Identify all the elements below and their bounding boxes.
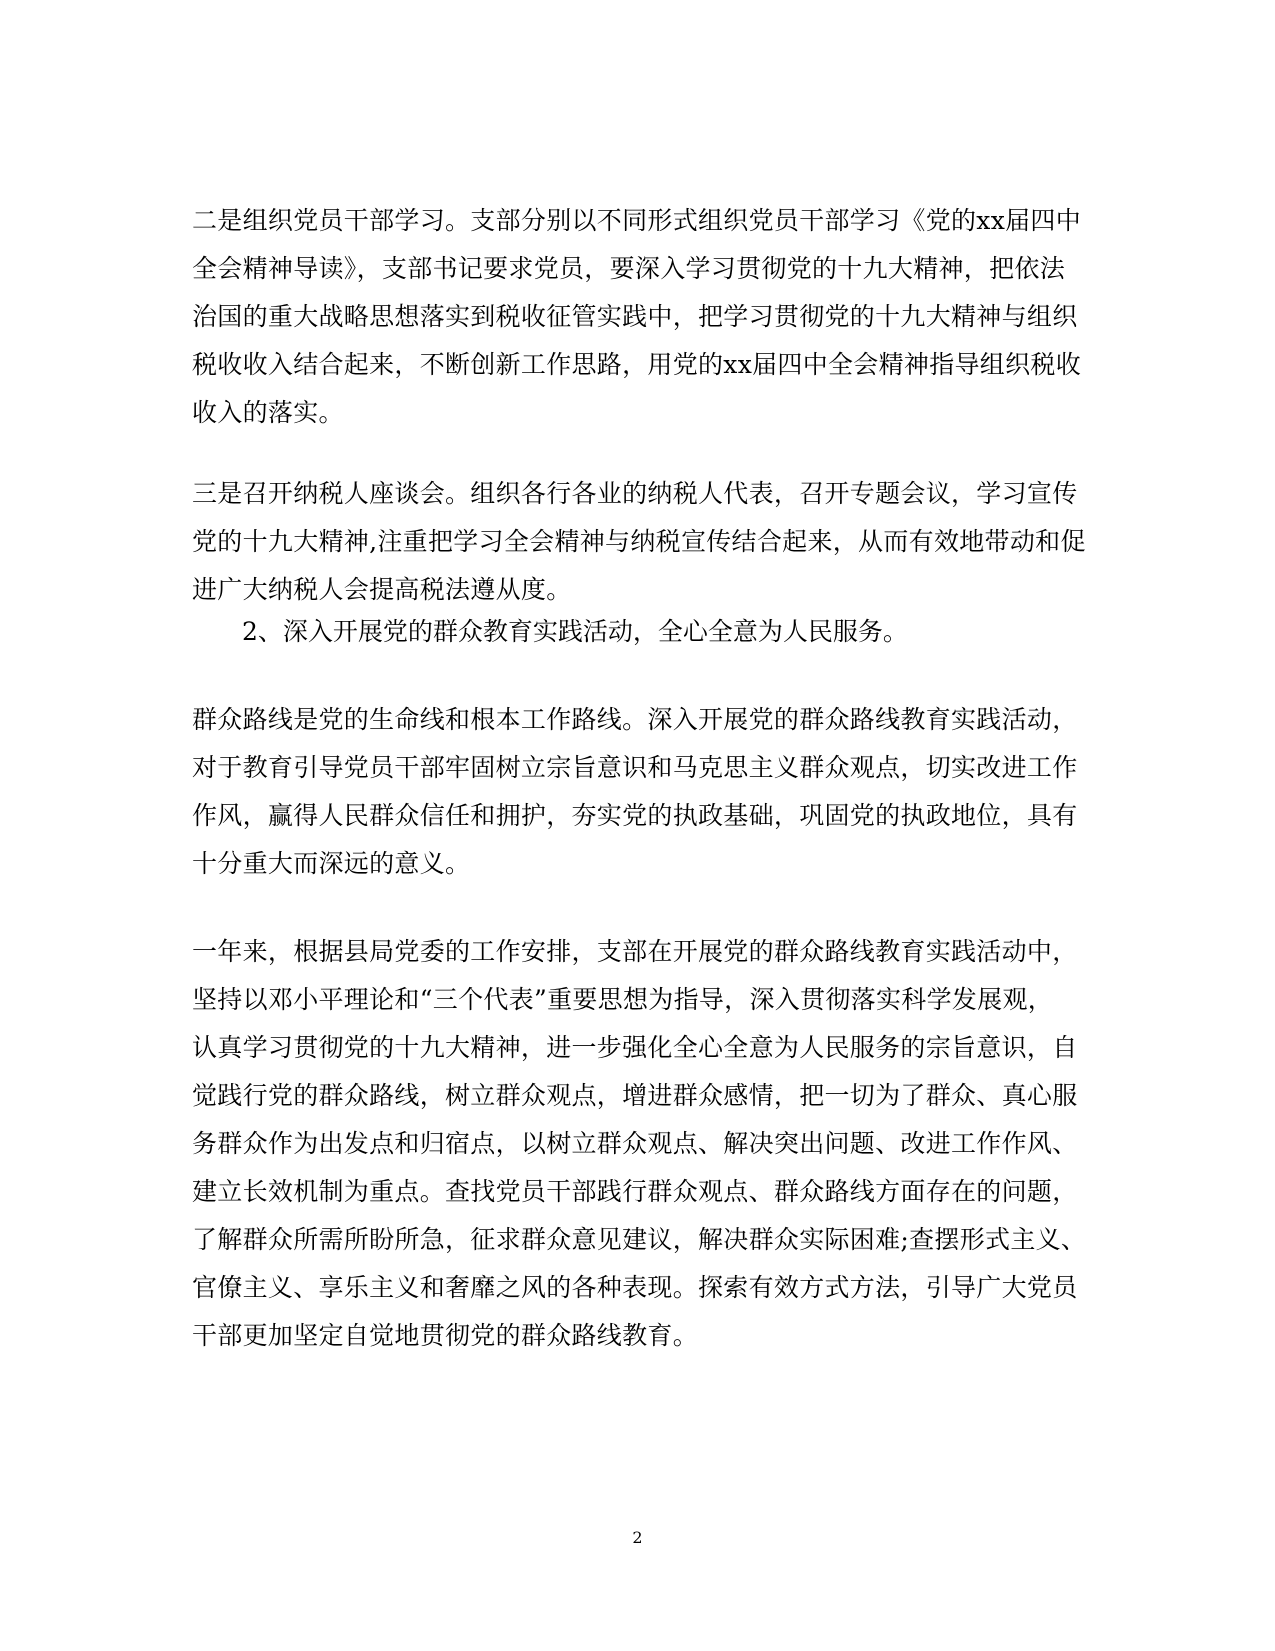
paragraph-line: 务群众作为出发点和归宿点，以树立群众观点、解决突出问题、改进工作作风、 <box>192 1129 1078 1158</box>
paragraph-line: 官僚主义、享乐主义和奢靡之风的各种表现。探索有效方式方法，引导广大党员 <box>192 1273 1078 1302</box>
paragraph-line: 三是召开纳税人座谈会。组织各行各业的纳税人代表，召开专题会议，学习宣传 <box>192 479 1078 508</box>
paragraph-line: 作风，赢得人民群众信任和拥护，夯实党的执政基础，巩固党的执政地位，具有 <box>192 801 1078 830</box>
paragraph-line: 坚持以邓小平理论和“三个代表”重要思想为指导，深入贯彻落实科学发展观， <box>192 985 1054 1014</box>
paragraph-line: 二是组织党员干部学习。支部分别以不同形式组织党员干部学习《党的xx届四中 <box>192 206 1082 235</box>
paragraph-line: 觉践行党的群众路线，树立群众观点，增进群众感情，把一切为了群众、真心服 <box>192 1081 1078 1110</box>
paragraph-line: 干部更加坚定自觉地贯彻党的群众路线教育。 <box>192 1321 699 1350</box>
section-heading: 2、深入开展党的群众教育实践活动，全心全意为人民服务。 <box>242 617 908 646</box>
paragraph-line: 了解群众所需所盼所急，征求群众意见建议，解决群众实际困难;查摆形式主义、 <box>192 1225 1087 1254</box>
paragraph-line: 十分重大而深远的意义。 <box>192 849 471 878</box>
page-number: 2 <box>632 1528 643 1547</box>
paragraph-line: 一年来，根据县局党委的工作安排，支部在开展党的群众路线教育实践活动中， <box>192 937 1078 966</box>
paragraph-line: 对于教育引导党员干部牢固树立宗旨意识和马克思主义群众观点，切实改进工作 <box>192 753 1078 782</box>
paragraph-line: 党的十九大精神,注重把学习全会精神与纳税宣传结合起来，从而有效地带动和促 <box>192 527 1086 556</box>
paragraph-organize-study <box>192 197 1082 437</box>
paragraph-mass-line <box>192 696 1077 888</box>
paragraph-line: 建立长效机制为重点。查找党员干部践行群众观点、群众路线方面存在的问题， <box>192 1177 1078 1206</box>
paragraph-taxpayer-forum <box>192 470 1086 614</box>
paragraph-year-review <box>192 928 1087 1360</box>
paragraph-line: 全会精神导读》，支部书记要求党员，要深入学习贯彻党的十九大精神，把依法 <box>192 254 1066 283</box>
paragraph-line: 收入的落实。 <box>192 398 344 427</box>
paragraph-line: 治国的重大战略思想落实到税收征管实践中，把学习贯彻党的十九大精神与组织 <box>192 302 1078 331</box>
paragraph-line: 群众路线是党的生命线和根本工作路线。深入开展党的群众路线教育实践活动， <box>192 705 1078 734</box>
paragraph-line: 税收收入结合起来，不断创新工作思路，用党的xx届四中全会精神指导组织税收 <box>192 350 1082 379</box>
paragraph-line: 进广大纳税人会提高税法遵从度。 <box>192 575 572 604</box>
paragraph-line: 认真学习贯彻党的十九大精神，进一步强化全心全意为人民服务的宗旨意识，自 <box>192 1033 1078 1062</box>
